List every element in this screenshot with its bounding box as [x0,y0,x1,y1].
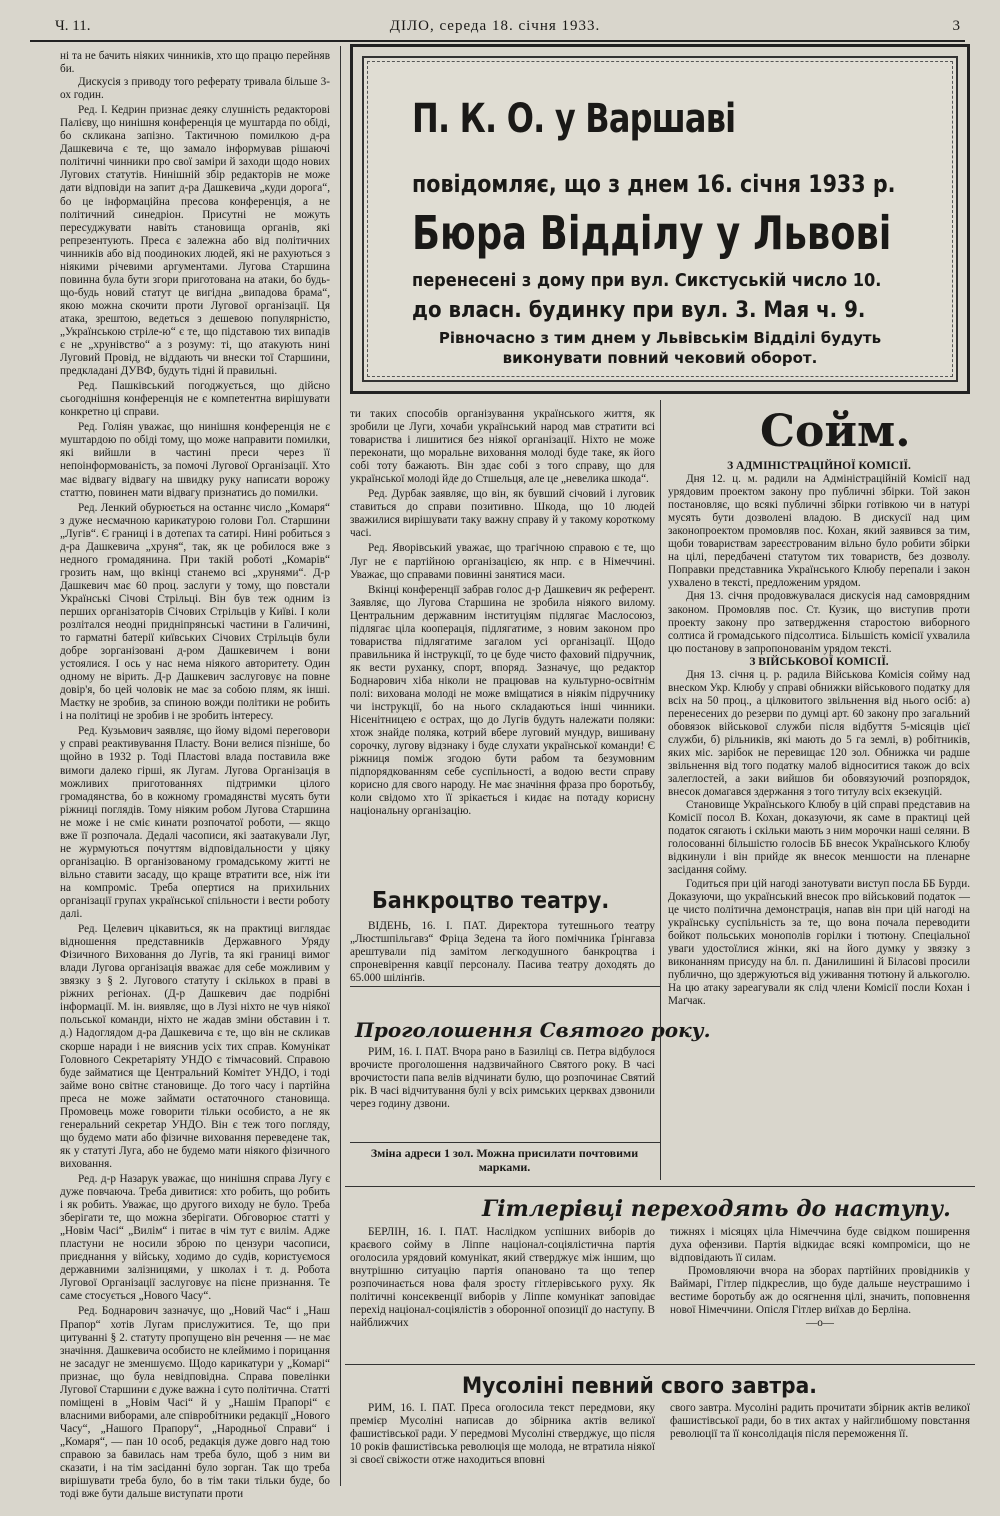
right-column [668,460,970,1180]
paragraph: Ред. І. Кедрин признає деяку слушність редакторові Палієву, що нинішня конференція це муштарда по обіді, бо скликана запізно. Тактичною помилкою д-ра Дашкевича є те, що замало інформував рішаючі політичні чинники про свої заміри й заходи щодо нових Лугових статутів. Нинішній збір редакторів не може дати відповіди на запит д-ра Дашкевича „куди дорога“, бо це інформаційна пресова конференція, а не політичний синедріон. Присутні не можуть пересуджувати навіть становища органів, які репрезентують. Преса є залежна або від політичних чинників або від поодиноких людей, які не рахуються з ніякими річевими аргументами. Лугова Старшина повинна була бути згори приготована на атаки, бо будь-що-будь новий статут це вигідна „випадова брама“, якою можна скочити проти Лугової організації. Ця атака, зрештою, ведеться з дешевою популярністю, „Українською стріле-ю“ є те, що підставою тих випадів є не „хрунівство“ а з розуму: ті, що атакують нині Луговий Провід, не віддають чи внески тої Старшини, предкладані ДУВФ, будуть тідні й правильні. [60,104,330,378]
paragraph: Ред. Целевич цікавиться, як на практиці виглядає відношення представників Державного Уряду Фізичного Виховання до Лугів, та які границі вимог влади Лугова організація вважає для себе можливим у звязку з § 2. Лугового статуту і скількох в праві в ріжних регіонах. (Д-р Дашкевич дає подрібні інформації. М. ін. виявляє, що в Лузі ніхто не чув ніякої польської команди, ніхто не жадав зміни обставин і т. д.) Надоглядом д-ра Дашкевича є те, що він не скликав скорше наради і не вияснив усіх тих справ. Комунікат Головного Секретаріяту УНДО є тімчасовий. Справою буде займатися ще Центральний Комітет УНДО, і тоді займе воно світнє становище. До того часу і партійна преса не може займати остаточного становища. Промовець може говорити тільки особисто, а не як генеральний секретар УНДО. Він є теж того погляду, що будемо мати або фізичне виховання переведене так, як у статуті Луга, або не будемо мати ніякого фізичного виховання. [60,923,330,1170]
mussolini-article-right [670,1402,970,1482]
page-header [30,18,960,40]
paragraph: ти таких способів організування українського життя, як зробили це Луги, хочаби український народ мав стратити всі товариства і лишитися без ніякої організації. Ніхто не може переконати, що моральне виховання молоді буде таке, як його собі тоту бажають. Він здає собі з того справу, що для української молоді йде до Стшельця, але це „невелика шкода“. [350,408,655,486]
hitler-article-right [670,1226,970,1356]
paragraph: Промовляючи вчора на зборах партійних провідників у Ваймарі, Гітлер підкреслив, що буде дальше неустрашимо і вестиме боротьбу аж до осягнення цілі, значить, поповнення нової Німеччини. Опісля Гітлер виїхав до Берліна. [670,1265,970,1317]
paragraph: тижнях і місяцях ціла Німеччина буде свідком поширення духа офензиви. Партія відкидає всякі компроміси, що не відповідають її силам. [670,1226,970,1265]
holy-year-article [350,1046,655,1141]
header-rule [30,40,965,42]
section-divider [350,1142,660,1143]
ad-frame [362,56,958,382]
paragraph: Ред. Дурбак заявляє, що він, як бувший січовий і луговик ставиться до справи позитивно. Шкода, що 10 людей зважилися вирішувати таку важну справу й у такому короткому часі. [350,488,655,540]
section-subheading: З ВІЙСЬКОВОЇ КОМІСІЇ. [749,655,889,668]
paragraph: РИМ, 16. І. ПАТ. Преса оголосила текст передмови, яку премієр Мусоліні написав до збірника актів великої фашистівської ради. У передмові Мусоліні стверджує, що після 10 років фашистівська революція ще молода, не втратила ніякої зі своєї свіжости отже находиться вповні [350,1402,655,1467]
paragraph: Ред. Боднарович зазначує, що „Новий Час“ і „Наш Прапор“ хотів Лугам прислужитися. Те, що при цитуванні § 2. статуту пропущено він речення — не має значіння. Дашкевича особисто не клеймимо і порицання не засадуг не зменшуємо. Щодо карикатури у „Комарі“ признає, що була невідповідна. Справа повелінки Лугової Старшини є дуже важна і суто політична. Статті поміщені в „Новім Часі“ й у „Нашім Прапорі“ є власними виборами, але співробітники редакції „Нового Часу“, „Нашого Прапору“, „Народньої Справи“ і „Комаря“, — пан 10 особ, редакція дуже довго над тою справою за бавилась нам треба було, щоб з ним ви сказати, і на тім засіданні було зорган. Так що треба вирішувати треба було, бо в тім таки тільки буде, бо тоді вже бути дальше виступати проти [60,1305,330,1501]
pko-advertisement [350,44,970,394]
paragraph: ВІДЕНЬ, 16. І. ПАТ. Директора тутешнього театру „Люстшпільгавз“ Фріца Зедена та його помічника Ґрінгавза арештували під замітом легкодушного банкроцтва і спроневірення кавції персоналу. Пасива театру доходять до 65.000 шілінґів. [350,920,655,985]
end-mark: —о— [806,1317,834,1330]
issue-number: Ч. 11. [55,18,91,34]
hitler-article-left [350,1226,655,1356]
mussolini-headline: Мусоліні певний свого завтра. [462,1374,817,1399]
paragraph: Ред. д-р Назарук уважає, що нинішня справа Лугу є дуже повчаюча. Треба дивитися: хто робить, що робить і як робить. Уважає, що другого виходу не було. Треба зберігати те, що можна зберігати. Обговорює статті у „Новім Часі“ „Вилім“ і питає в чім тут є вилім. Адже пластуни не носили зброю по цензури часописи, приєднання у війську, ходимо до судів, користуємося державними залізницями, у школах і т. д. Робота Лугової Організації заслуговує на пієне признання. Те саме стосується „Нового Часу“. [60,1172,330,1303]
paragraph: РИМ, 16. І. ПАТ. Вчора рано в Базиліці св. Петра відбулося врочисте проголошення надзвичайного Святого року. В часі врочистости папа велів відчинати булю, що розпочинає Святий рік. В часі відчитування булі у всіх римських церквах дзвонили через годину дзвони. [350,1046,655,1111]
ad-heading: Бюра Відділу у Львові [412,206,892,260]
hitler-headline: Гітлерівці переходять до наступу. [482,1196,951,1222]
paragraph: Дискусія з приводу того реферату тривала більше 3-ох годин. [60,76,330,102]
sejm-headline: Сойм. [760,406,911,457]
paragraph: Ред. Голіян уважає, що нинішня конференція не є муштардою по обіді тому, що може направити помилки, які вийшли в частині преси через її непоінформованість, за помочі Лугової Організації. Хто має відвагу відвагу на швидку руку написати ворожу статтю, повинен мати відвагу признатись до помилки. [60,421,330,499]
paragraph: Становище Українського Клюбу в цій справі представив на Комісії посол В. Кохан, доказуючи, як саме в практиці цей податок сягають і скільки мають з ним морочки наші селяни. В голосованні більшістю голосів ББ внесок Українського Клюбу відкинули і він прийде як внесок меншости на пленарне засідання сойму. [668,799,970,877]
paragraph: Дня 13. січня ц. р. радила Військова Комісія сойму над внеском Укр. Клюбу у справі обнижки військового податку для всіх на 50 проц., а цілковитого звільнення від нього осіб: а) перенесених до резерви по думці арт. 60 закону про загальний обовязок військової служби після відбуття 5-місяців цієї служби, б) рільників, які мають до 5 га землі, в) робітників, яких міс. зарібок не перевищає 120 зол. Обнижка чи радше звільнення від того податку малоб відноситися також до всіх залеглостей, а заки вийшов би обовязуючий розпорядок, внесок домагався здержання з того титулу всіх екзекуцій. [668,668,970,799]
middle-column [350,408,655,888]
ad-line: перенесені з дому при вул. Сикстуській число 10. [412,270,882,291]
page-number: 3 [952,18,960,34]
ad-line: до власн. будинку при вул. 3. Мая ч. 9. [412,298,866,323]
paragraph: Годиться при цій нагоді занотувати виступ посла ББ Бурди. Доказуючи, що український внесок про військовий податок — це чисто політична демонстрація, напав він при цій нагоді на українську суспільність за те, що вона почала переводити бойкот польських монополів горілки і тютюну. Спеціальної уваги удостоїлися жінки, які на його думку у звязку з виконанням присуду на бл. п. Данилишині й Біласові просили публично, що здержуються від уживання тютюну й алькоголю. На цю атаку зареагували як слід члени Комісії посли Кохан і Маґчак. [668,877,970,1007]
paragraph: Ред. Пашківський погоджується, що дійсно сьогоднішня конференція не є компетентна вирішувати конкретно ці справи. [60,380,330,419]
paragraph: Дня 12. ц. м. радили на Адміністраційній Комісії над урядовим проектом закону про публичні збірки. Той закон постановляє, що всякі публичні збірки готівкою чи в натурі мусять бути дозволені владою. В дискусії над цим законопроектом промовляв пос. Кохан, який заявився за тим, щоби товариствам зареєстрованим вільно було робити збірки на цілі, передбачені статутом тих товариств, без дозволу. Поправки представника Українського Клюбу перепали і закон ухвалено в тексті, предложеним урядом. [668,473,970,590]
paragraph: ні та не бачить ніяких чинників, хто що працю перейняв би. [60,50,330,76]
section-divider [345,1364,975,1365]
paragraph: БЕРЛІН, 16. І. ПАТ. Наслідком успішних виборів до краєвого сойму в Ліппе націонал-соціялістична партія оголосила урядовий комунікат, який стверджує між іншим, що внутрішню ситуацію партія опановано та що тепер розпочинається нова фаля зросту гітлерівського руху. Як політичні консеквенції виборів у Ліппе комунікат заповідає перехід націонал-соціялістів з оборонної опозиції до наступу. В найближчих [350,1226,655,1330]
column-divider [340,46,341,1486]
section-divider [350,986,660,987]
left-column [60,50,330,1501]
masthead: ДІЛО, середа 18. січня 1933. [389,18,601,34]
paragraph: свого завтра. Мусоліні радить прочитати збірник актів великої фашистівської ради, бо в тих актах у найглибшому повстання революції та її консолідація після переможення її. [670,1402,970,1441]
address-change-note: Зміна адреси 1 зол. Можна присилати почтовими марками. [370,1146,639,1174]
paragraph: Ред. Ленкий обурюється на останнє число „Комаря“ з дуже несмачною карикатурою голови Гол. Старшини „Лугів“. Є границі і в дотепах та сатирі. Нині робиться з д-ра Дашкевича „хруня“, так, як це робилося вже з недного громадянина. При такій роботі „Комарів“ грозить нам, що вкінці станемо всі „хрунями“. Д-р Дашкевич має 60 проц. заслуги у тому, що повстали Українські Січові Стрільці. Він був теж одним із перших організаторів Січових Стрільців у Київі. І коли розлітался неодні приднiпрянські частини в Галичині, то гарматні батерії київських Січових Стрільців були добре зорганізовані д-ром Дашкевичем і вони устоялися. І ось у нас нема ніякого авторитету. Один одному не вірить. Д-р Дашкевич заслуговує на повне довір'я, бо цей чоловік не має за собою плям, як інші. Маєтку не зробив, за спиною вожди політики не робить і на політиці не зробив і не зробить інтересу. [60,501,330,723]
bankruptcy-headline: Банкроцтво театру. [372,888,610,914]
section-divider [345,1186,975,1187]
holy-year-headline: Проголошення Святого року. [355,1018,711,1042]
section-subheading: З АДМІНІСТРАЦІЙНОЇ КОМІСІЇ. [727,460,911,472]
column-divider [660,400,661,1180]
paragraph: Вкінці конференції забрав голос д-р Дашкевич як референт. Заявляє, що Лугова Старшина не зробила ніякого вилому. Центральним державним інституціям підлягає Маслосоюз, підлягає ціла кооперація, підлягатиме, з новим законом про товариства підлягатиме загалом усі організації. Щодо правильника й інструкції, то це буде чисто фаховий підручник, як вести руханку, спорт, впоряд. Зазначує, що редактор Боднарович хіба ніколи не працював на культурно-освітнім полі: вихована молоді не може вміщатися в ніякім підручнику чи інструкції, бо на нього складаються інші чинники. Нісенітницею є острах, що до Лугів будуть належати поляки: хтож знайде поляка, котрий вбере луговий мундур, вишивану сорочку, лугову відзнаку і буде слухати української команди! Є ріжниця поміж згодою бути рабом та безумовним підпорядкованням себе суспільності, а водою вести справу корисно для свого народу. Не має значіння фраза про боротьбу, коли свідомо хто її зрікається і кидає на потаду корисну національну організацію. [350,583,655,818]
paragraph: Ред. Кузьмович заявляє, що йому відомі переговори у справі реактивування Пласту. Вони велися пізніше, бо щойно в 1932 р. Тоді Пластові влада поставила вже вимоги далеко гірші, як Лугам. Лугова Організація в можливих приготованнях підтримки цілого громадянства, бо в кожному громадянстві мусять бути ріжниці поглядів. Тому ніяким робом Лугова Старшина не може і не сміє кинати розпочатої роботи, — якщо вже її розпочала. Дедалі часописи, які заатакували Луг, не журмуються почуттям відповідальности у ціяку організацію. В організованому громадському житті не вільно ставити засаду, що краще втратити все, ніж іти на компроміс. Треба опертися на прихильних організації групах української спільности і вести роботу далі. [60,725,330,921]
ad-footer: Рівночасно з тим днем у Львівськім Відділі будуть виконувати повний чековий оборот. [438,329,882,367]
ad-title: П. К. О. у Варшаві [412,96,736,142]
paragraph: Ред. Яворівський уважає, що трагічною справою є те, що Луг не є партійною організацією, як нпр. є в Німеччині. Уважає, що справами повинні занятися маси. [350,542,655,581]
paragraph: Дня 13. січня продовжувалася дискусія над самоврядним законом. Промовляв пос. Ст. Кузик, що виступив проти проекту закону про затвердження старостою виборного солтиса й громадського підсолтиса. Більшість комісії ухвалила цю постанову в запропонованім урядом тексті. [668,590,970,655]
bankruptcy-article [350,920,655,985]
ad-line: повідомляє, що з днем 16. січня 1933 р. [412,170,896,198]
mussolini-article-left [350,1402,655,1482]
